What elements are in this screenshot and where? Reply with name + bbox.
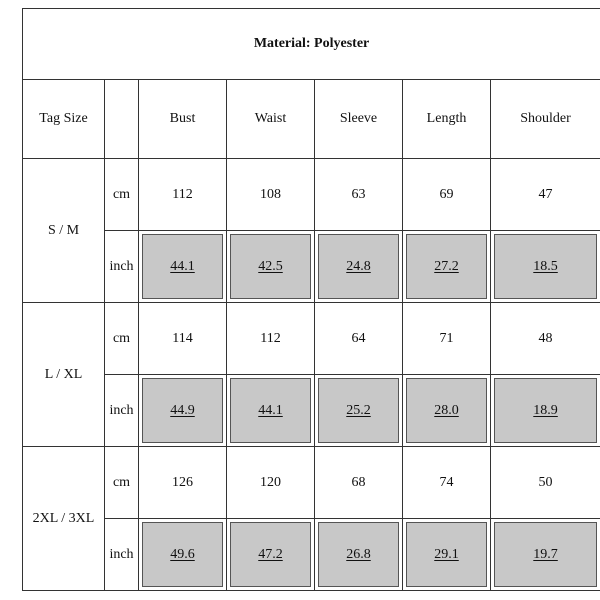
table-cell: 26.8 <box>315 519 403 591</box>
table-row <box>23 375 600 447</box>
unit-header <box>105 80 139 159</box>
table-cell: 19.7 <box>491 519 600 591</box>
table-row <box>23 447 600 519</box>
table-cell: 29.1 <box>403 519 491 591</box>
column-header-length: Length <box>403 80 491 159</box>
table-cell: 48 <box>491 303 600 375</box>
column-header-bust: Bust <box>139 80 227 159</box>
unit-label: inch <box>105 231 139 303</box>
table-cell: 74 <box>403 447 491 519</box>
size-table <box>22 8 600 591</box>
table-cell: 64 <box>315 303 403 375</box>
table-cell: 126 <box>139 447 227 519</box>
table-cell: 63 <box>315 159 403 231</box>
table-cell: 44.1 <box>139 231 227 303</box>
table-cell: 68 <box>315 447 403 519</box>
table-cell: 112 <box>227 303 315 375</box>
column-header-waist: Waist <box>227 80 315 159</box>
table-cell: 44.9 <box>139 375 227 447</box>
unit-label: cm <box>105 303 139 375</box>
table-cell: 28.0 <box>403 375 491 447</box>
table-cell: 27.2 <box>403 231 491 303</box>
table-cell: 25.2 <box>315 375 403 447</box>
table-cell: 44.1 <box>227 375 315 447</box>
table-cell: 112 <box>139 159 227 231</box>
size-label: 2XL / 3XL <box>23 447 105 591</box>
table-cell: 47 <box>491 159 600 231</box>
size-label: S / M <box>23 159 105 303</box>
table-cell: 49.6 <box>139 519 227 591</box>
size-label: L / XL <box>23 303 105 447</box>
table-title: Material: Polyester <box>23 9 600 80</box>
table-cell: 108 <box>227 159 315 231</box>
table-cell: 18.9 <box>491 375 600 447</box>
table-row <box>23 231 600 303</box>
unit-label: inch <box>105 375 139 447</box>
table-cell: 120 <box>227 447 315 519</box>
table-cell: 114 <box>139 303 227 375</box>
unit-label: cm <box>105 159 139 231</box>
table-cell: 24.8 <box>315 231 403 303</box>
column-header-sleeve: Sleeve <box>315 80 403 159</box>
table-row <box>23 159 600 231</box>
table-cell: 47.2 <box>227 519 315 591</box>
unit-label: inch <box>105 519 139 591</box>
table-cell: 50 <box>491 447 600 519</box>
table-cell: 71 <box>403 303 491 375</box>
table-row <box>23 303 600 375</box>
column-header-shoulder: Shoulder <box>491 80 600 159</box>
tag-size-header: Tag Size <box>23 80 105 159</box>
size-chart <box>22 8 600 600</box>
table-cell: 18.5 <box>491 231 600 303</box>
unit-label: cm <box>105 447 139 519</box>
header-row <box>23 80 600 159</box>
table-cell: 69 <box>403 159 491 231</box>
table-row <box>23 519 600 591</box>
table-cell: 42.5 <box>227 231 315 303</box>
